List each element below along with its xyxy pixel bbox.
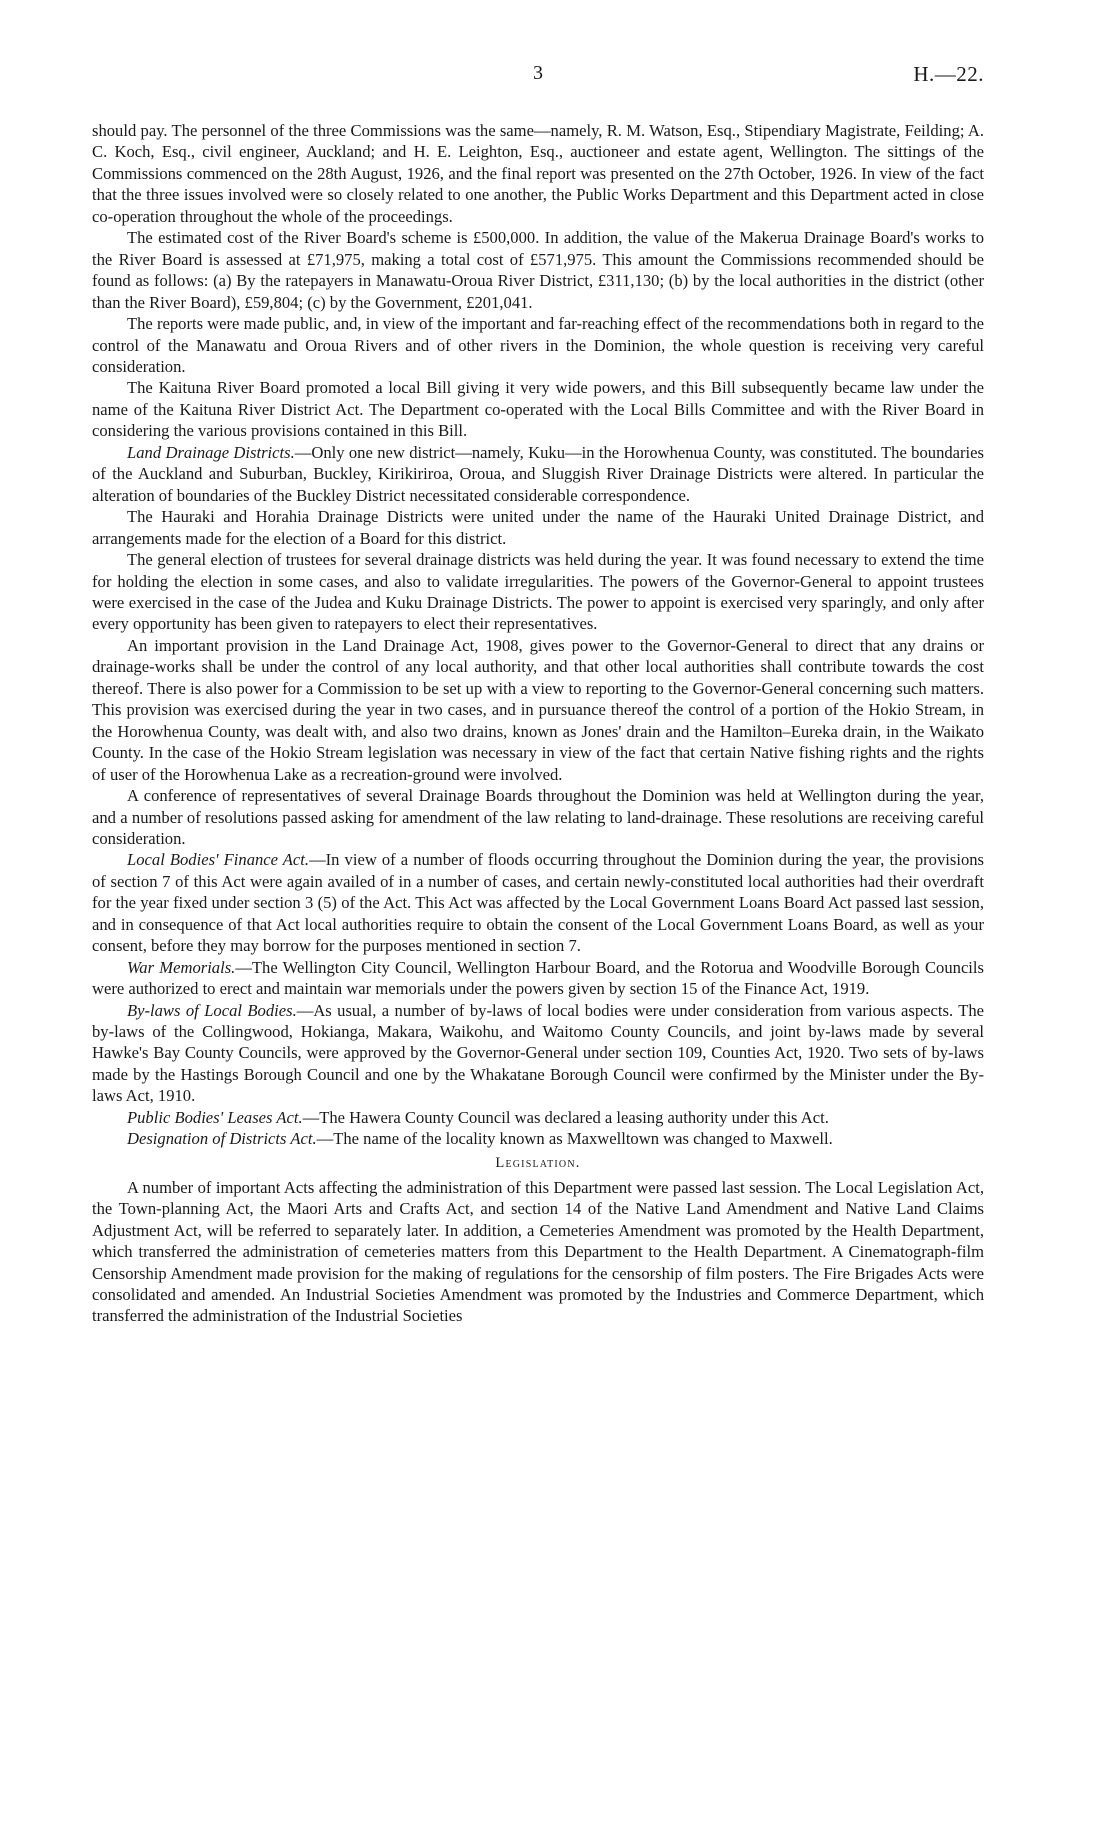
paragraph	[92, 1000, 984, 1107]
paragraph	[92, 313, 984, 377]
paragraph-text: A conference of representatives of several Drainage Boards throughout the Dominion was held at Wellington during the year, and a number of resolutions passed asking for amendment of the law relating to land-drainage. These resolutions are receiving careful consideration.	[92, 786, 984, 848]
page-header	[92, 60, 984, 98]
paragraph	[92, 785, 984, 849]
paragraph-text: —In view of a number of floods occurring throughout the Dominion during the year, the provisions of section 7 of this Act were again availed of in a number of cases, and certain newly-constituted local authorities had their overdraft for the year fixed under section 3 (5) of the Act. This Act was affected by the Local Government Loans Board Act passed last session, and in consequence of that Act local authorities require to obtain the consent of the Local Government Loans Board, as well as your consent, before they may borrow for the purposes mentioned in section 7.	[92, 850, 984, 956]
paragraph-text: —As usual, a number of by-laws of local bodies were under consideration from various aspects. The by-laws of the Collingwood, Hokianga, Makara, Waikohu, and Waitomo County Councils, and joint by-laws made by several Hawke's Bay County Councils, were approved by the Governor-General under section 109, Counties Act, 1920. Two sets of by-laws made by the Hastings Borough Council and one by the Whakatane Borough Council were confirmed by the Minister under the By-laws Act, 1910.	[92, 1000, 985, 1106]
paragraph-lead: Local Bodies' Finance Act.	[127, 850, 310, 870]
paragraph	[92, 442, 984, 506]
paragraph	[92, 849, 984, 956]
paragraph-text: The estimated cost of the River Board's scheme is £500,000. In addition, the value of the Makerua Drainage Board's works to the River Board is assessed at £71,975, making a total cost of £571,975. This amount the Commissions recommended should be found as follows: (a) By the ratepayers in Manawatu-Oroua River District, £311,130; (b) by the local authorities in the district (other than the River Board), £59,804; (c) by the Government, £201,041.	[92, 228, 984, 312]
paragraph	[92, 635, 984, 785]
paragraph-text: An important provision in the Land Drainage Act, 1908, gives power to the Governor-General to direct that any drains or drainage-works shall be under the control of any local authority, and that other local authorities shall contribute towards the cost thereof. There is also power for a Commission to be set up with a view to reporting to the Governor-General concerning such matters. This provision was exercised during the year in two cases, and in pursuance thereof the control of a portion of the Hokio Stream, in the Horowhenua County, was dealt with, and also two drains, known as Jones' drain and the Hamilton–Eureka drain, in the Waikato County. In the case of the Hokio Stream legislation was necessary in view of the fact that certain Native fishing rights and the rights of user of the Horowhenua Lake as a recreation-ground were involved.	[92, 635, 984, 784]
paragraph	[92, 549, 984, 635]
paragraph-text: The Kaituna River Board promoted a local Bill giving it very wide powers, and this Bill subsequently became law under the name of the Kaituna River District Act. The Department co-operated with the Local Bills Committee and with the River Board in considering the various provisions contained in this Bill.	[92, 378, 984, 441]
document-reference: H.—22.	[913, 62, 984, 86]
paragraph-lead: War Memorials.	[127, 957, 236, 977]
document-page	[92, 60, 984, 1327]
paragraph	[92, 1107, 984, 1128]
paragraph-text: —The Wellington City Council, Wellington Harbour Board, and the Rotorua and Woodville Borough Councils were authorized to erect and maintain war memorials under the powers given by section 15 of the Finance Act, 1919.	[92, 957, 984, 999]
paragraph-text: The general election of trustees for several drainage districts was held during the year. It was found necessary to extend the time for holding the election in some cases, and also to validate irregularities. The powers of the Governor-General to appoint trustees were exercised in the case of the Judea and Kuku Drainage Districts. The power to appoint is exercised very sparingly, and only after every opportunity has been given to ratepayers to elect their representatives.	[92, 550, 984, 634]
paragraph	[92, 1128, 984, 1149]
paragraph	[92, 377, 984, 441]
paragraph-text: should pay. The personnel of the three Commissions was the same—namely, R. M. Watson, Esq., Stipendiary Magistrate, Feilding; A. C. Koch, Esq., civil engineer, Auckland; and H. E. Leighton, Esq., auctioneer and estate agent, Wellington. The sittings of the Commissions commenced on the 28th August, 1926, and the final report was presented on the 27th October, 1926. In view of the fact that the three issues involved were so closely related to one another, the Public Works Department and this Department acted in close co-operation throughout the whole of the proceedings.	[92, 121, 984, 226]
document-body	[92, 120, 984, 1327]
paragraph-text: —Only one new district—namely, Kuku—in the Horowhenua County, was constituted. The boundaries of the Auckland and Suburban, Buckley, Kirikiriroa, Oroua, and Sluggish River Drainage Districts were altered. In particular the alteration of boundaries of the Buckley District necessitated considerable correspondence.	[92, 442, 984, 505]
paragraph-text: —The Hawera County Council was declared a leasing authority under this Act.	[302, 1107, 829, 1127]
paragraph-lead: By-laws of Local Bodies.	[127, 1000, 297, 1020]
paragraph-text: The Hauraki and Horahia Drainage Districts were united under the name of the Hauraki United Drainage District, and arrangements made for the election of a Board for this district.	[92, 507, 984, 548]
paragraph	[92, 506, 984, 549]
legislation-paragraph: A number of important Acts affecting the administration of this Department were passed last session. The Local Legislation Act, the Town-planning Act, the Maori Arts and Crafts Act, and section 14 of the Native Land Amendment and Native Land Claims Adjustment Act, will be referred to separately later. In addition, a Cemeteries Amendment was promoted by the Health Department, which transferred the administration of cemeteries matters from this Department to the Health Department. A Cinematograph-film Censorship Amendment made provision for the making of regulations for the censorship of film posters. The Fire Brigades Acts were consolidated and amended. An Industrial Societies Amendment was promoted by the Industries and Commerce Department, which transferred the administration of the Industrial Societies	[92, 1177, 984, 1326]
page-number: 3	[533, 62, 543, 84]
paragraph-lead: Land Drainage Districts.	[127, 442, 295, 462]
paragraph	[92, 957, 984, 1000]
section-heading: Legislation.	[495, 1154, 581, 1171]
paragraph-text: —The name of the locality known as Maxwelltown was changed to Maxwell.	[316, 1129, 833, 1149]
paragraph-text: The reports were made public, and, in view of the important and far-reaching effect of the recommendations both in regard to the control of the Manawatu and Oroua Rivers and of other rivers in the Dominion, the whole question is receiving very careful consideration.	[92, 314, 984, 376]
paragraph	[92, 227, 984, 313]
paragraph-lead: Public Bodies' Leases Act.	[127, 1107, 303, 1127]
paragraph-lead: Designation of Districts Act.	[127, 1129, 317, 1149]
paragraph	[92, 120, 984, 227]
